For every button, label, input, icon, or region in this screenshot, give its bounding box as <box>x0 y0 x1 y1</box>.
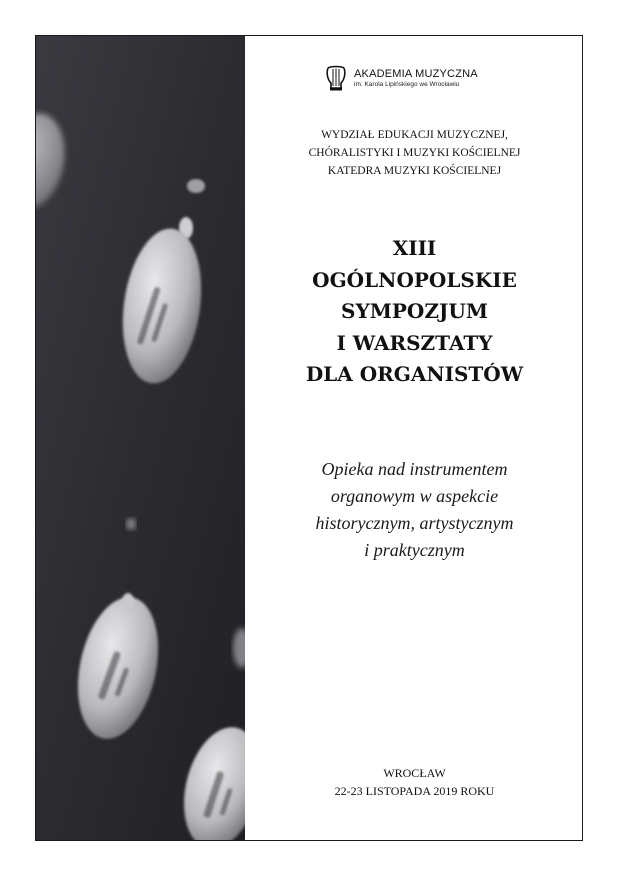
academy-name: AKADEMIA MUZYCZNA <box>354 68 478 80</box>
department-line: CHÓRALISTYKI I MUZYKI KOŚCIELNEJ <box>308 147 521 159</box>
subtitle-line: i praktycznym <box>364 540 465 560</box>
symposium-subtitle <box>245 456 583 564</box>
title-line: DLA ORGANISTÓW <box>305 362 524 386</box>
subtitle-line: historycznym, artystycznym <box>315 513 514 533</box>
academy-logo <box>325 64 478 92</box>
title-line: SYMPOZJUM <box>341 299 488 323</box>
subtitle-line: organowym w aspekcie <box>330 486 499 506</box>
event-city: WROCŁAW <box>383 766 446 780</box>
organ-stops-photo <box>36 36 245 840</box>
department-line: WYDZIAŁ EDUKACJI MUZYCZNEJ, <box>321 129 508 141</box>
subtitle-line: Opieka nad instrumentem <box>321 459 508 479</box>
symposium-title <box>245 233 583 391</box>
lyre-icon <box>325 64 347 92</box>
academy-subtitle: im. Karola Lipińskiego we Wrocławiu <box>354 81 460 88</box>
event-date: 22-23 LISTOPADA 2019 ROKU <box>334 784 495 798</box>
title-line: OGÓLNOPOLSKIE <box>312 267 517 292</box>
title-line: XIII <box>392 236 437 260</box>
department-block <box>245 126 583 180</box>
title-line: I WARSZTATY <box>336 330 493 355</box>
cover-content <box>245 36 583 840</box>
cover-page <box>35 35 583 841</box>
event-footer <box>245 764 583 800</box>
department-line: KATEDRA MUZYKI KOŚCIELNEJ <box>327 165 502 177</box>
